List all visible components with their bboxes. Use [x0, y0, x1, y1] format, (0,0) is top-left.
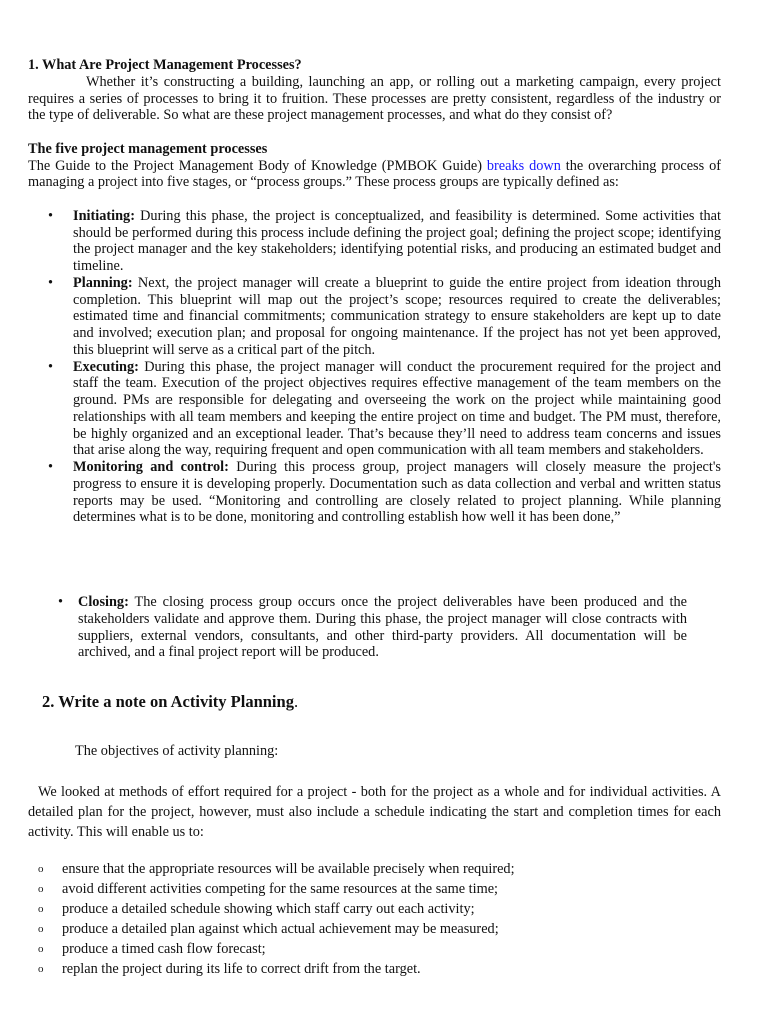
section-2-heading: 2. Write a note on Activity Planning.: [42, 692, 299, 711]
list-item: o produce a timed cash flow forecast;: [38, 941, 266, 957]
list-item: o ensure that the appropriate resources will be available precisely when required;: [38, 861, 515, 877]
list-item: o produce a detailed schedule showing which staff carry out each activity;: [38, 901, 475, 917]
process-item-closing: • Closing: The closing process group occurs once the project deliverables have been produced and the stakeholders validate and approve them. During this phase, the project manager will close contracts with suppliers, external vendors, consultants, and other third-party providers. All documentation will be archived, and a final project report will be produced.: [58, 594, 687, 661]
bullet-icon: •: [48, 459, 54, 475]
breaks-down-link[interactable]: breaks down: [486, 157, 561, 174]
list-item: o avoid different activities competing for the same resources at the same time;: [38, 881, 499, 897]
circle-bullet-icon: o: [38, 943, 44, 955]
pmbok-text-end: the overarching process of managing a project into five stages, or “process groups.” These process groups are typically defined as:: [28, 157, 721, 191]
bullet-icon: •: [48, 207, 54, 224]
process-list: [28, 208, 721, 526]
pmbok-paragraph: [28, 158, 721, 192]
pmbok-text: The Guide to the Project Management Body of Knowledge (PMBOK Guide): [28, 157, 487, 174]
process-item: • Monitoring and control: During this process group, project managers will closely measure the project's progress to ensure it is developing properly. Documentation such as data collection and verbal and written status reports may be used. “Monitoring and controlling are closely related to project planning. While planning determines what is to be done, monitoring and controlling establish how well it has been done,”: [48, 459, 721, 526]
circle-bullet-icon: o: [38, 923, 44, 935]
bullet-icon: •: [58, 594, 64, 610]
bullet-icon: •: [48, 274, 54, 291]
circle-bullet-icon: o: [38, 963, 44, 975]
list-item: o replan the project during its life to correct drift from the target.: [38, 961, 421, 977]
circle-bullet-icon: o: [38, 903, 44, 915]
objectives-label: The objectives of activity planning:: [75, 743, 279, 759]
objectives-list: [28, 859, 515, 979]
process-item: • Planning: Next, the project manager will create a blueprint to guide the entire project from ideation through completion. This blueprint will map out the project’s scope; resources required to create the deliverables; estimated time and financial commitments; communication strategy to ensure stakeholders are kept up to date and involved; execution plan; and proposal for ongoing maintenance. If the project has not yet been approved, this blueprint will serve as a critical part of the pitch.: [48, 274, 721, 358]
circle-bullet-icon: o: [38, 863, 44, 875]
process-item: • Executing: During this phase, the project manager will conduct the procurement required for the project and staff the team. Execution of the project objectives requires effective management of the team members on the ground. PMs are responsible for delegating and overseeing the work on the project while maintaining good relationships with all team members and keeping the entire project on time and budget. The PM must, therefore, be highly organized and an exceptional leader. That’s because they’ll need to address team concerns and issues that arise along the way, requiring frequent and open communication with all team members and stakeholders.: [48, 358, 721, 459]
list-item: o produce a detailed plan against which actual achievement may be measured;: [38, 921, 499, 937]
intro-paragraph: Whether it’s constructing a building, launching an app, or rolling out a marketing campaign, every project requires a series of processes to bring it to fruition. These processes are pretty consistent, regardless of the industry or the type of deliverable. So what are these project management processes, and what do they consist of?: [28, 73, 721, 124]
subheading: The five project management processes: [28, 140, 268, 157]
circle-bullet-icon: o: [38, 883, 44, 895]
bullet-icon: •: [48, 358, 54, 375]
section-1: [28, 57, 721, 526]
process-item: • Initiating: During this phase, the project is conceptualized, and feasibility is determined. Some activities that should be performed during this process include defining the project goal; defining the project scope; identifying the project manager and the key stakeholders; identifying potential risks, and producing an estimated budget and timeline.: [48, 207, 721, 274]
activity-paragraph: We looked at methods of effort required for a project - both for the project as a whole and for individual activities. A detailed plan for the project, however, must also include a schedule indicating the start and completion times for each activity. This will enable us to:: [28, 784, 721, 840]
section-1-heading: 1. What Are Project Management Processes?: [28, 57, 302, 73]
